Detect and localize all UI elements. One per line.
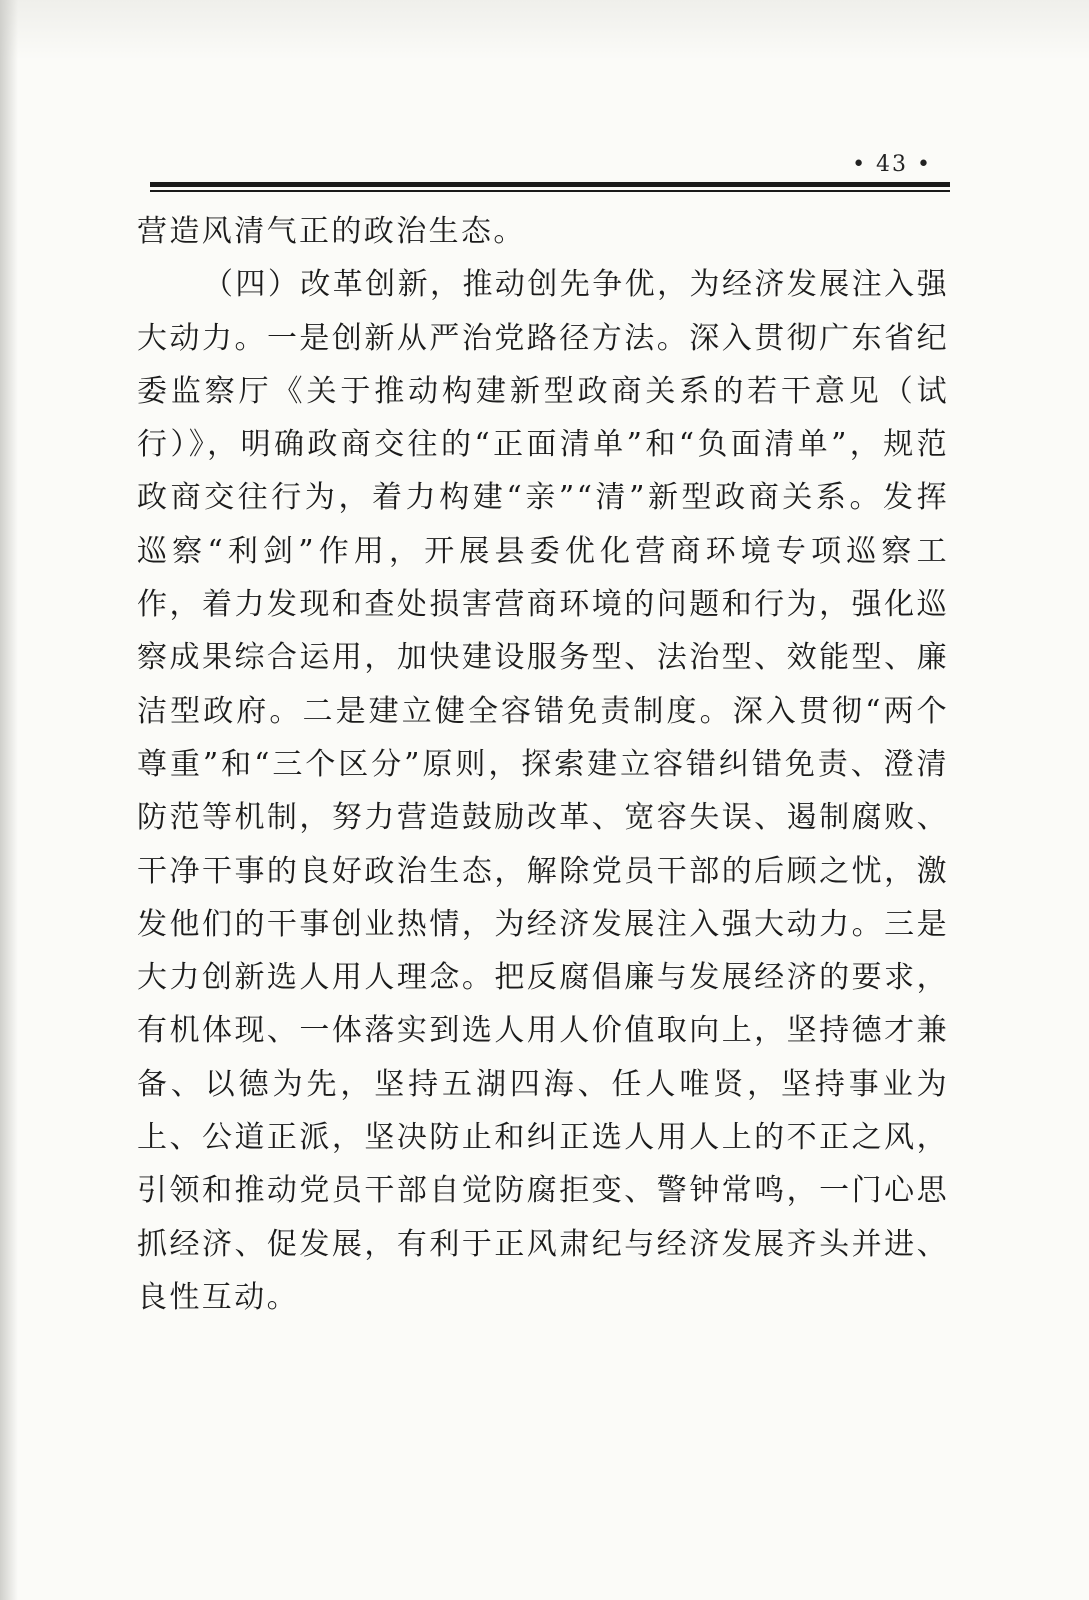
scan-shadow-left xyxy=(0,0,18,1600)
paragraph-section-four xyxy=(137,258,949,1324)
scan-shadow-top xyxy=(0,0,1089,60)
page-number: • 43 • xyxy=(852,152,932,177)
body-text xyxy=(137,205,949,1324)
paragraph-continuation: 营造风清气正的政治生态。 xyxy=(137,214,526,249)
header-rule-thin xyxy=(150,190,950,192)
section-heading: （四）改革创新，推动创先争优，为经济发展注入强大动力。 xyxy=(137,267,949,356)
header-rule-thick xyxy=(150,182,950,187)
running-head xyxy=(150,150,950,180)
section-body: 一是创新从严治党路径方法。深入贯彻广东省纪委监察厅《关于推动构建新型政商关系的若干意见（试行）》，明确政商交往的“正面清单”和“负面清单”，规范政商交往行为，着力构建“亲”“清”新型政商关系。发挥巡察“利剑”作用，开展县委优化营商环境专项巡察工作，着力发现和查处损害营商环境的问题和行为，强化巡察成果综合运用，加快建设服务型、法治型、效能型、廉洁型政府。二是建立健全容错免责制度。深入贯彻“两个尊重”和“三个区分”原则，探索建立容错纠错免责、澄清防范等机制，努力营造鼓励改革、宽容失误、遏制腐败、干净干事的良好政治生态，解除党员干部的后顾之忧，激发他们的干事创业热情，为经济发展注入强大动力。三是大力创新选人用人理念。把反腐倡廉与发展经济的要求，有机体现、一体落实到选人用人价值取向上，坚持德才兼备、以德为先，坚持五湖四海、任人唯贤，坚持事业为上、公道正派，坚决防止和纠正选人用人上的不正之风，引领和推动党员干部自觉防腐拒变、警钟常鸣，一门心思抓经济、促发展，有利于正风肃纪与经济发展齐头并进、良性互动。 xyxy=(137,320,949,1315)
